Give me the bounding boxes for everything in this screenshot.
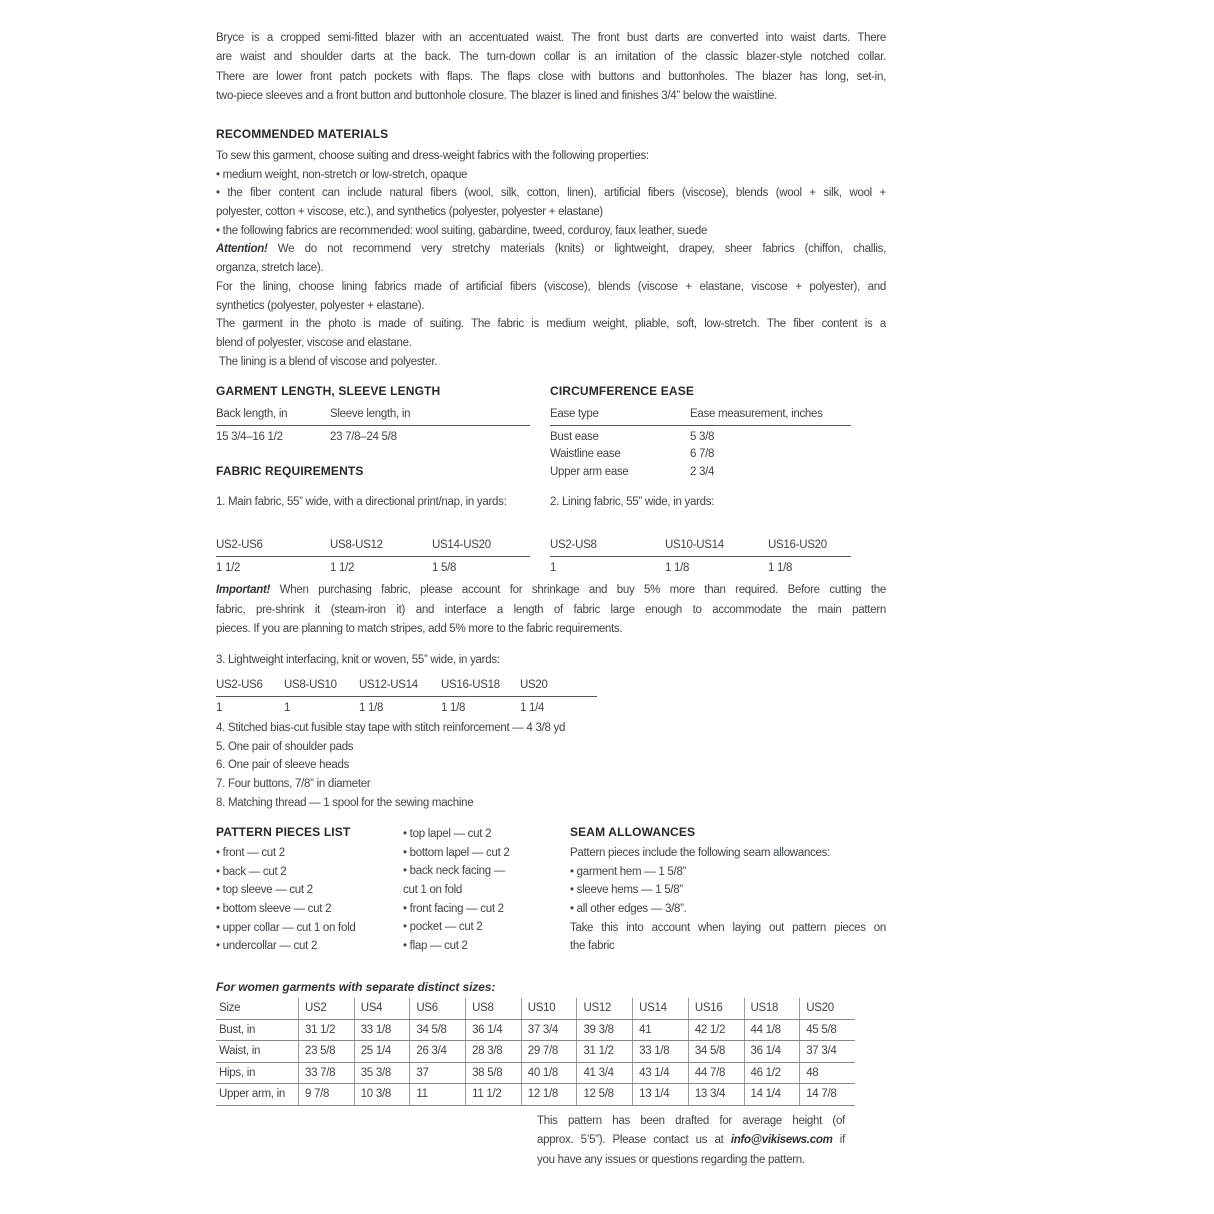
size-chart-header-cell: US2: [298, 998, 354, 1019]
size-chart-row: [216, 1020, 855, 1042]
pattern-piece-item: • undercollar — cut 2: [216, 940, 318, 953]
size-chart-cell: 35 3/8: [354, 1063, 410, 1084]
size-chart-cell: 12 5/8: [576, 1084, 632, 1105]
size-chart-cell: 28 3/8: [465, 1041, 521, 1062]
notion-item: 6. One pair of sleeve heads: [216, 759, 350, 772]
main-fabric-size-header: US2-US6: [216, 539, 263, 551]
size-chart-header-row: [216, 998, 855, 1020]
size-chart-header-cell: US6: [409, 998, 465, 1019]
size-chart-cell: 41: [632, 1020, 688, 1041]
pattern-piece-item: • bottom sleeve — cut 2: [216, 903, 332, 916]
pattern-piece-item: • bottom lapel — cut 2: [403, 846, 510, 859]
garment-length-table: [216, 404, 530, 446]
materials-line: To sew this garment, choose suiting and dress-weight fabrics with the following properties:: [216, 150, 649, 162]
size-chart-cell: 36 1/4: [465, 1020, 521, 1041]
materials-line: • medium weight, non-stretch or low-stretch, opaque: [216, 168, 468, 181]
garment-length-col-header: Sleeve length, in: [330, 408, 411, 420]
size-chart-cell: 34 5/8: [688, 1041, 744, 1062]
lining-size-header: US2-US8: [550, 539, 597, 551]
back-length-value: 15 3/4–16 1/2: [216, 431, 283, 443]
size-chart-cell: 29 7/8: [521, 1041, 577, 1062]
size-chart-cell: 9 7/8: [298, 1084, 354, 1105]
intro-line: two-piece sleeves and a front button and buttonhole closure. The blazer is lined and finishes 3/4” below the waistline.: [216, 89, 777, 102]
size-chart-cell: 42 1/2: [688, 1020, 744, 1041]
main-fabric-yardage: 1 1/2: [330, 562, 355, 574]
ease-col-header: Ease measurement, inches: [690, 408, 823, 420]
pattern-piece-item: • flap — cut 2: [403, 940, 468, 953]
size-chart-header-cell: US12: [576, 998, 632, 1019]
size-chart-header-cell: US8: [465, 998, 521, 1019]
garment-length-col-header: Back length, in: [216, 408, 288, 420]
pattern-piece-item: • back — cut 2: [216, 865, 287, 878]
size-chart-cell: 37: [409, 1063, 465, 1084]
size-chart-cell: 23 5/8: [298, 1041, 354, 1062]
size-chart-header-cell: US16: [688, 998, 744, 1019]
recommended-materials-body: [216, 147, 886, 371]
size-chart-row: [216, 1063, 855, 1085]
lining-size-header: US16-US20: [768, 539, 827, 551]
seam-allowances-body: [570, 844, 886, 956]
main-fabric-yardage: 1 5/8: [432, 562, 457, 574]
size-chart-cell: 45 5/8: [799, 1020, 855, 1041]
pattern-piece-item: • front facing — cut 2: [403, 902, 504, 915]
seam-allowance-line: Pattern pieces include the following seam allowances:: [570, 847, 831, 859]
materials-line: The lining is a blend of viscose and polyester.: [216, 355, 438, 368]
attention-text: We do not recommend very stretchy materials (knits) or lightweight, drapey, sheer fabrics (chiffon, challis,: [267, 243, 886, 256]
size-chart-header-cell: US20: [799, 998, 855, 1019]
size-chart-cell: Bust, in: [219, 1023, 256, 1036]
size-chart-header-cell: US14: [632, 998, 688, 1019]
lining-yardage: 1: [550, 562, 557, 574]
important-text: When purchasing fabric, please account for shrinkage and buy 5% more than required. Before cutting the: [270, 584, 886, 596]
materials-attention-line: [216, 240, 886, 259]
size-chart-cell: 11 1/2: [465, 1084, 521, 1105]
size-chart-cell: 44 7/8: [688, 1063, 744, 1084]
pattern-piece-item: • back neck facing —: [403, 865, 505, 878]
lining-yardage: 1 1/8: [768, 562, 793, 574]
size-chart-cell: 34 5/8: [409, 1020, 465, 1041]
size-chart-cell: 12 1/8: [521, 1084, 577, 1105]
seam-allowance-line: • garment hem — 1 5/8”: [570, 865, 687, 878]
size-chart-cell: 43 1/4: [632, 1063, 688, 1084]
materials-line: blend of polyester, viscose and elastane.: [216, 336, 412, 349]
footer-line: you have any issues or questions regarding the pattern.: [537, 1153, 805, 1166]
size-chart-row: [216, 1041, 855, 1063]
size-chart-cell: 33 7/8: [298, 1063, 354, 1084]
sleeve-length-value: 23 7/8–24 5/8: [330, 431, 397, 443]
notion-item: 4. Stitched bias-cut fusible stay tape with stitch reinforcement — 4 3/8 yd: [216, 722, 566, 734]
materials-line: synthetics (polyester, polyester + elastane).: [216, 299, 425, 312]
interfacing-size-header: US8-US10: [284, 679, 337, 691]
important-line: pieces. If you are planning to match stripes, add 5% more to the fabric requirements.: [216, 623, 623, 636]
seam-allowance-line: • sleeve hems — 1 5/8”: [570, 884, 683, 897]
size-chart-header-cell: Size: [219, 1002, 241, 1014]
pattern-piece-item: • top lapel — cut 2: [403, 828, 492, 840]
pattern-piece-item: • front — cut 2: [216, 847, 285, 859]
interfacing-table: [216, 675, 597, 717]
materials-line: polyester, cotton + viscose, etc.), and synthetics (polyester, polyester + elastane): [216, 206, 603, 219]
ease-row-label: Bust ease: [550, 431, 599, 443]
circumference-ease-heading: CIRCUMFERENCE EASE: [550, 384, 695, 398]
interfacing-yardage: 1 1/8: [441, 702, 466, 714]
lining-fabric-caption: 2. Lining fabric, 55” wide, in yards:: [550, 496, 715, 508]
ease-row-value: 5 3/8: [690, 431, 715, 443]
size-chart-cell: 14 1/4: [744, 1084, 800, 1105]
garment-length-heading: GARMENT LENGTH, SLEEVE LENGTH: [216, 384, 441, 398]
ease-row-value: 2 3/4: [690, 465, 715, 478]
lining-yardage: 1 1/8: [665, 562, 690, 574]
size-chart-cell: 11: [409, 1084, 465, 1105]
pattern-piece-item: • top sleeve — cut 2: [216, 884, 313, 897]
size-chart-cell: 13 3/4: [688, 1084, 744, 1105]
footer-email: info@vikisews.com: [730, 1134, 833, 1147]
interfacing-size-header: US16-US18: [441, 679, 500, 691]
important-line: fabric, pre-shrink it (steam-iron it) and interface a length of fabric large enough to accommodate the main pattern: [216, 603, 886, 616]
ease-row-label: Upper arm ease: [550, 465, 629, 478]
seam-allowance-line: the fabric: [570, 940, 615, 953]
size-chart-header-cell: US10: [521, 998, 577, 1019]
size-chart-cell: 33 1/8: [354, 1020, 410, 1041]
seam-allowances-heading: SEAM ALLOWANCES: [570, 825, 696, 839]
interfacing-caption: 3. Lightweight interfacing, knit or woven, 55” wide, in yards:: [216, 654, 500, 666]
intro-line: Bryce is a cropped semi-fitted blazer with an accentuated waist. The front bust darts are converted into waist darts. There: [216, 32, 886, 44]
size-chart-note: For women garments with separate distinct sizes:: [216, 980, 496, 994]
size-chart-cell: 48: [799, 1063, 855, 1084]
size-chart-cell: 40 1/8: [521, 1063, 577, 1084]
ease-row-label: Waistline ease: [550, 448, 621, 461]
size-chart-cell: 37 3/4: [799, 1041, 855, 1062]
lining-fabric-table: [550, 535, 851, 577]
size-chart-cell: 39 3/8: [576, 1020, 632, 1041]
ease-row-value: 6 7/8: [690, 448, 715, 461]
pattern-piece-item: • upper collar — cut 1 on fold: [216, 921, 356, 934]
intro-line: There are lower front patch pockets with flaps. The flaps close with buttons and buttonholes. The blazer has long, set-in,: [216, 70, 886, 83]
size-chart-cell: Hips, in: [219, 1066, 256, 1079]
interfacing-yardage: 1: [216, 702, 223, 714]
size-chart-cell: Upper arm, in: [219, 1088, 286, 1101]
size-chart-cell: 31 1/2: [298, 1020, 354, 1041]
main-fabric-table: [216, 535, 530, 577]
size-chart-cell: 37 3/4: [521, 1020, 577, 1041]
size-chart-cell: 25 1/4: [354, 1041, 410, 1062]
main-fabric-size-header: US8-US12: [330, 539, 383, 551]
size-chart-header-cell: US18: [744, 998, 800, 1019]
notion-item: 5. One pair of shoulder pads: [216, 740, 354, 753]
materials-line: organza, stretch lace).: [216, 262, 324, 275]
main-fabric-yardage: 1 1/2: [216, 562, 241, 574]
size-chart-cell: 44 1/8: [744, 1020, 800, 1041]
materials-line: For the lining, choose lining fabrics made of artificial fibers (viscose), blends (viscose + elastane, viscose + polyester), and: [216, 280, 886, 293]
size-chart-cell: 41 3/4: [576, 1063, 632, 1084]
size-chart-cell: 14 7/8: [799, 1084, 855, 1105]
size-chart-cell: 46 1/2: [744, 1063, 800, 1084]
pattern-piece-item: cut 1 on fold: [403, 884, 463, 897]
footer-line: This pattern has been drafted for average height (of: [537, 1115, 845, 1127]
size-chart-cell: 36 1/4: [744, 1041, 800, 1062]
interfacing-yardage: 1 1/8: [359, 702, 384, 714]
intro-paragraph: [216, 29, 886, 106]
notions-list: [216, 719, 886, 812]
pattern-piece-item: • pocket — cut 2: [403, 921, 483, 934]
circumference-ease-table: [550, 404, 851, 481]
interfacing-yardage: 1: [284, 702, 291, 714]
footer-note: [537, 1112, 845, 1170]
footer-text: approx. 5’5”). Please contact us at: [537, 1134, 731, 1147]
size-chart-row: [216, 1084, 855, 1106]
footer-text: if: [832, 1134, 845, 1147]
size-chart-cell: 31 1/2: [576, 1041, 632, 1062]
pattern-pieces-col2: [403, 825, 563, 956]
seam-allowance-line: Take this into account when laying out pattern pieces on: [570, 921, 886, 934]
notion-item: 7. Four buttons, 7/8” in diameter: [216, 778, 371, 791]
size-chart-cell: 10 3/8: [354, 1084, 410, 1105]
size-chart-header-cell: US4: [354, 998, 410, 1019]
seam-allowance-line: • all other edges — 3/8”.: [570, 903, 687, 916]
interfacing-size-header: US12-US14: [359, 679, 418, 691]
materials-line: • the following fabrics are recommended: wool suiting, gabardine, tweed, corduroy, faux leather, suede: [216, 224, 708, 237]
size-chart-cell: 38 5/8: [465, 1063, 521, 1084]
interfacing-yardage: 1 1/4: [520, 702, 545, 714]
intro-line: are waist and shoulder darts at the back. The turn-down collar is an imitation of the classic blazer-style notched collar.: [216, 51, 886, 64]
important-line: [216, 581, 886, 601]
size-chart-cell: 26 3/4: [409, 1041, 465, 1062]
interfacing-size-header: US2-US6: [216, 679, 263, 691]
lining-size-header: US10-US14: [665, 539, 724, 551]
fabric-requirements-heading: FABRIC REQUIREMENTS: [216, 464, 364, 478]
main-fabric-size-header: US14-US20: [432, 539, 491, 551]
pattern-pieces-heading: PATTERN PIECES LIST: [216, 825, 351, 839]
main-fabric-caption: 1. Main fabric, 55” wide, with a directional print/nap, in yards:: [216, 496, 507, 508]
size-chart-cell: 33 1/8: [632, 1041, 688, 1062]
important-label: Important!: [216, 584, 271, 596]
recommended-materials-heading: RECOMMENDED MATERIALS: [216, 127, 389, 141]
size-chart-cell: Waist, in: [219, 1045, 261, 1058]
size-chart-table: [216, 998, 855, 1106]
pattern-pieces-col1: [216, 844, 401, 956]
materials-line: • the fiber content can include natural fibers (wool, silk, cotton, linen), artificial fibers (viscose), blends (wool + silk, wool +: [216, 187, 886, 200]
notion-item: 8. Matching thread — 1 spool for the sewing machine: [216, 796, 474, 809]
materials-line: The garment in the photo is made of suiting. The fabric is medium weight, pliable, soft, low-stretch. The fiber content is a: [216, 318, 886, 331]
attention-label: Attention!: [216, 243, 268, 256]
size-chart-cell: 13 1/4: [632, 1084, 688, 1105]
ease-col-header: Ease type: [550, 408, 599, 420]
interfacing-size-header: US20: [520, 679, 548, 691]
footer-line: [537, 1131, 845, 1150]
important-paragraph: [216, 581, 886, 640]
